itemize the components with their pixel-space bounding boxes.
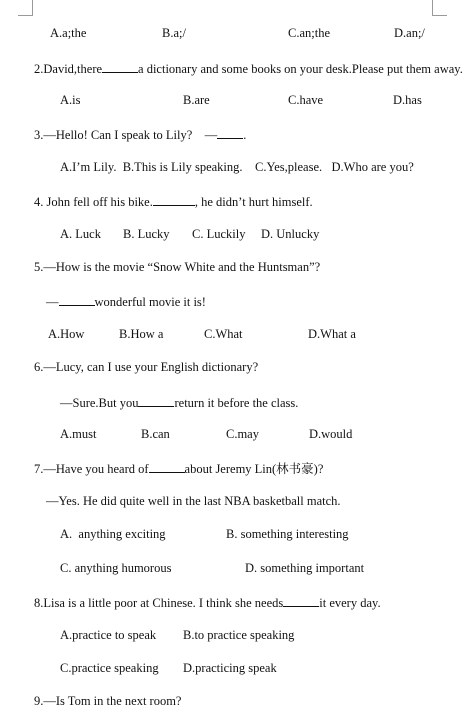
q3-stem-after: .: [243, 128, 247, 142]
q1-option-b: B.a;/: [162, 26, 186, 40]
q4-option-d: D. Unlucky: [261, 227, 320, 241]
q7-option-b: B. something interesting: [226, 527, 349, 541]
q4-stem-after: , he didn’t hurt himself.: [194, 195, 313, 209]
q2-stem-after: a dictionary and some books on your desk.Please put them away.: [138, 62, 463, 76]
q6-answer-blank: [138, 394, 174, 407]
q2-stem: [34, 60, 463, 76]
q4-answer-blank: [153, 193, 195, 206]
q6-reply-before: —Sure.But you: [60, 396, 139, 410]
q7-stem-before: 7.—Have you heard of: [34, 462, 149, 476]
q7-stem-after: about Jeremy Lin(林书豪)?: [184, 462, 324, 476]
page-corner-mark-right: [432, 0, 433, 16]
q2-answer-blank: [102, 60, 138, 73]
q6-stem: 6.—Lucy, can I use your English dictionary?: [34, 360, 259, 374]
q1-option-c: C.an;the: [288, 26, 331, 40]
q8-option-a: A.practice to speak: [60, 628, 157, 642]
q6-option-c: C.may: [226, 427, 259, 441]
page-corner-mark-left: [32, 0, 33, 16]
q8-answer-blank: [283, 594, 319, 607]
q8-option-d: D.practicing speak: [183, 661, 277, 675]
q6-option-a: A.must: [60, 427, 97, 441]
q5-stem: 5.—How is the movie “Snow White and the Huntsman”?: [34, 260, 321, 274]
q2-option-d: D.has: [393, 93, 422, 107]
q2-option-c: C.have: [288, 93, 324, 107]
q3-stem-before: 3.—Hello! Can I speak to Lily? —: [34, 128, 218, 142]
q7-reply: —Yes. He did quite well in the last NBA basketball match.: [46, 494, 341, 508]
q2-stem-before: 2.David,there: [34, 62, 103, 76]
q4-option-b: B. Lucky: [123, 227, 170, 241]
q9-stem: 9.—Is Tom in the next room?: [34, 694, 182, 708]
page-corner-mark-left-h: [18, 15, 33, 16]
q3-options-line: A.I’m Lily. B.This is Lily speaking. C.Yes,please. D.Who are you?: [60, 160, 414, 174]
q7-answer-blank: [149, 460, 185, 473]
q6-option-b: B.can: [141, 427, 170, 441]
q2-option-b: B.are: [183, 93, 210, 107]
q5-option-b: B.How a: [119, 327, 164, 341]
q7-option-d: D. something important: [245, 561, 365, 575]
q5-answer-blank: [59, 293, 95, 306]
q8-option-c: C.practice speaking: [60, 661, 159, 675]
q8-option-b: B.to practice speaking: [183, 628, 295, 642]
q5-option-c: C.What: [204, 327, 243, 341]
q8-stem: [34, 594, 381, 610]
q4-option-c: C. Luckily: [192, 227, 246, 241]
q1-option-d: D.an;/: [394, 26, 425, 40]
q5-option-d: D.What a: [308, 327, 356, 341]
q6-reply: [60, 394, 298, 410]
q4-stem-before: 4. John fell off his bike.: [34, 195, 153, 209]
q6-option-d: D.would: [309, 427, 353, 441]
q5-reply-before: —: [46, 295, 59, 309]
q2-option-a: A.is: [60, 93, 81, 107]
q5-reply-after: wonderful movie it is!: [94, 295, 206, 309]
q3-answer-blank: [217, 126, 243, 139]
q3-stem: [34, 126, 246, 142]
q8-stem-after: it every day.: [319, 596, 381, 610]
q7-option-a: A. anything exciting: [60, 527, 166, 541]
q4-stem: [34, 193, 313, 209]
q5-option-a: A.How: [48, 327, 85, 341]
q6-reply-after: return it before the class.: [174, 396, 299, 410]
q7-stem: [34, 460, 323, 476]
q5-reply: [46, 293, 206, 309]
q7-option-c: C. anything humorous: [60, 561, 172, 575]
page-corner-mark-right-h: [432, 15, 447, 16]
q1-option-a: A.a;the: [50, 26, 87, 40]
q4-option-a: A. Luck: [60, 227, 101, 241]
q8-stem-before: 8.Lisa is a little poor at Chinese. I think she needs: [34, 596, 284, 610]
